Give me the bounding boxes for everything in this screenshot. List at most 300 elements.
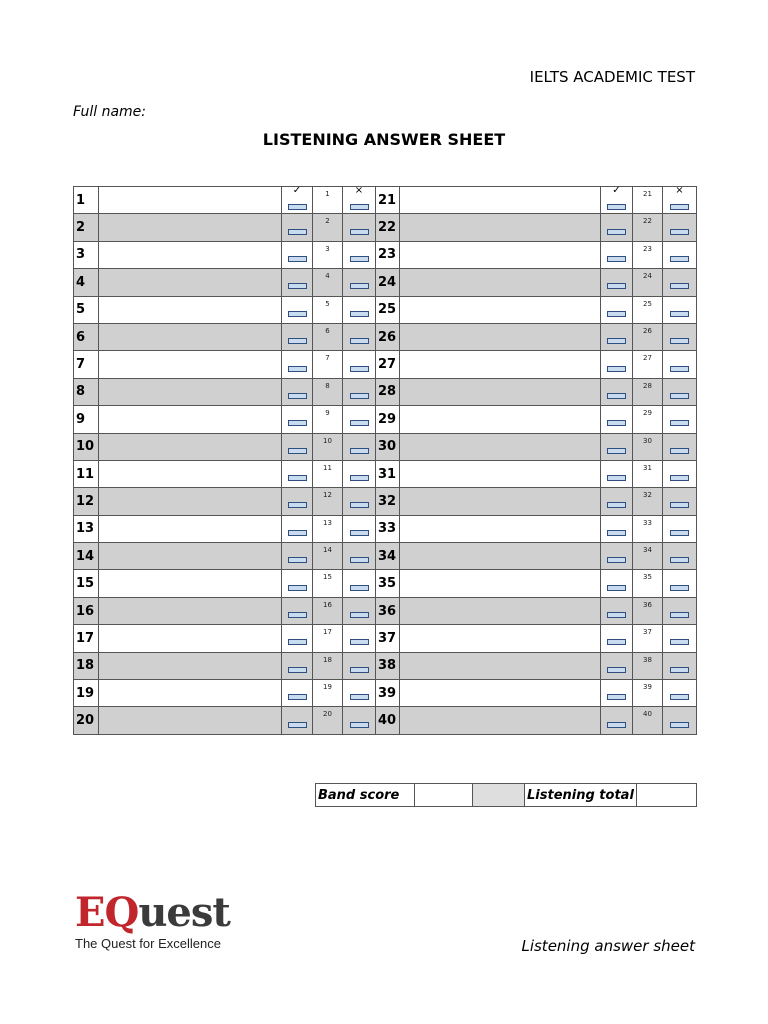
full-name-label: Full name: xyxy=(73,104,147,120)
mark-number: 1 xyxy=(313,187,343,214)
mark-box-icon xyxy=(350,229,369,235)
incorrect-mark-cell[interactable] xyxy=(343,680,376,707)
mark-box-icon xyxy=(607,475,626,481)
answer-field[interactable] xyxy=(400,269,601,296)
correct-mark-cell[interactable] xyxy=(601,680,633,707)
mark-box-icon xyxy=(607,667,626,673)
score-table xyxy=(315,783,697,807)
correct-mark-cell[interactable] xyxy=(601,241,633,268)
incorrect-mark-cell[interactable] xyxy=(343,707,376,734)
mark-box-icon xyxy=(607,448,626,454)
correct-mark-cell[interactable] xyxy=(601,460,633,487)
incorrect-mark-cell[interactable] xyxy=(343,625,376,652)
question-number: 27 xyxy=(376,351,400,378)
mark-box-icon xyxy=(350,448,369,454)
mark-box-icon xyxy=(350,639,369,645)
answer-field[interactable] xyxy=(400,460,601,487)
mark-number: 33 xyxy=(633,515,663,542)
question-number: 15 xyxy=(74,570,99,597)
question-number: 25 xyxy=(376,296,400,323)
mark-box-icon xyxy=(670,420,689,426)
answer-row xyxy=(74,460,697,487)
mark-number: 12 xyxy=(313,488,343,515)
mark-box-icon xyxy=(670,475,689,481)
incorrect-mark-cell[interactable] xyxy=(663,625,697,652)
mark-box-icon xyxy=(670,448,689,454)
answer-field[interactable] xyxy=(99,652,282,679)
mark-box-icon xyxy=(670,585,689,591)
mark-box-icon xyxy=(607,366,626,372)
correct-mark-cell[interactable] xyxy=(282,543,313,570)
correct-mark-cell[interactable] xyxy=(282,269,313,296)
answer-row xyxy=(74,597,697,624)
mark-box-icon xyxy=(288,722,307,728)
mark-box-icon xyxy=(288,229,307,235)
answer-field[interactable] xyxy=(400,241,601,268)
correct-mark-cell[interactable] xyxy=(601,323,633,350)
correct-mark-cell[interactable] xyxy=(601,652,633,679)
question-number: 30 xyxy=(376,433,400,460)
question-number: 2 xyxy=(74,214,99,241)
correct-mark-cell[interactable] xyxy=(282,515,313,542)
answer-field[interactable] xyxy=(99,296,282,323)
mark-box-icon xyxy=(350,393,369,399)
mark-number: 5 xyxy=(313,296,343,323)
incorrect-mark-cell[interactable] xyxy=(343,515,376,542)
band-score-shaded-cell xyxy=(473,784,525,807)
incorrect-mark-cell[interactable] xyxy=(663,214,697,241)
equest-logo xyxy=(75,889,230,951)
mark-number: 32 xyxy=(633,488,663,515)
listening-total-field[interactable] xyxy=(637,784,697,807)
answer-field[interactable] xyxy=(99,597,282,624)
answer-field[interactable] xyxy=(99,269,282,296)
correct-mark-cell[interactable] xyxy=(282,241,313,268)
mark-box-icon xyxy=(288,448,307,454)
correct-mark-cell[interactable] xyxy=(601,543,633,570)
question-number: 33 xyxy=(376,515,400,542)
question-number: 39 xyxy=(376,680,400,707)
mark-box-icon xyxy=(607,612,626,618)
incorrect-mark-cell[interactable] xyxy=(343,184,376,214)
answer-row xyxy=(74,269,697,296)
answer-field[interactable] xyxy=(400,625,601,652)
mark-box-icon xyxy=(607,530,626,536)
mark-box-icon xyxy=(288,311,307,317)
question-number: 29 xyxy=(376,406,400,433)
cross-icon: × xyxy=(354,184,364,196)
answer-row xyxy=(74,296,697,323)
correct-mark-cell[interactable] xyxy=(601,707,633,734)
answer-field[interactable] xyxy=(99,488,282,515)
incorrect-mark-cell[interactable] xyxy=(343,460,376,487)
mark-box-icon xyxy=(607,311,626,317)
incorrect-mark-cell[interactable] xyxy=(343,570,376,597)
logo-wordmark: EQuest xyxy=(75,889,230,936)
mark-box-icon xyxy=(670,667,689,673)
correct-mark-cell[interactable] xyxy=(282,625,313,652)
answer-field[interactable] xyxy=(400,214,601,241)
answer-field[interactable] xyxy=(400,323,601,350)
incorrect-mark-cell[interactable] xyxy=(663,241,697,268)
mark-box-icon xyxy=(670,557,689,563)
mark-box-icon xyxy=(670,204,689,210)
mark-number: 8 xyxy=(313,378,343,405)
question-number: 24 xyxy=(376,269,400,296)
mark-number: 28 xyxy=(633,378,663,405)
answer-field[interactable] xyxy=(400,406,601,433)
incorrect-mark-cell[interactable] xyxy=(663,652,697,679)
incorrect-mark-cell[interactable] xyxy=(343,296,376,323)
mark-number: 25 xyxy=(633,296,663,323)
answer-field[interactable] xyxy=(400,433,601,460)
question-number: 26 xyxy=(376,323,400,350)
mark-box-icon xyxy=(670,366,689,372)
answer-row xyxy=(74,625,697,652)
mark-number: 30 xyxy=(633,433,663,460)
mark-number: 7 xyxy=(313,351,343,378)
answer-field[interactable] xyxy=(400,543,601,570)
correct-mark-cell[interactable] xyxy=(282,378,313,405)
answer-row xyxy=(74,323,697,350)
mark-number: 26 xyxy=(633,323,663,350)
question-number: 1 xyxy=(74,187,99,214)
incorrect-mark-cell[interactable] xyxy=(663,515,697,542)
answer-field[interactable] xyxy=(400,296,601,323)
answer-field[interactable] xyxy=(99,351,282,378)
mark-number: 9 xyxy=(313,406,343,433)
question-number: 16 xyxy=(74,597,99,624)
mark-number: 4 xyxy=(313,269,343,296)
question-number: 8 xyxy=(74,378,99,405)
incorrect-mark-cell[interactable] xyxy=(663,597,697,624)
incorrect-mark-cell[interactable] xyxy=(343,351,376,378)
band-score-label: Band score xyxy=(316,784,415,807)
answer-row xyxy=(74,214,697,241)
mark-box-icon xyxy=(607,694,626,700)
answer-field[interactable] xyxy=(400,707,601,734)
incorrect-mark-cell[interactable] xyxy=(663,433,697,460)
mark-box-icon xyxy=(670,612,689,618)
answer-field[interactable] xyxy=(99,187,282,214)
incorrect-mark-cell[interactable] xyxy=(663,543,697,570)
mark-box-icon xyxy=(670,722,689,728)
mark-box-icon xyxy=(350,530,369,536)
incorrect-mark-cell[interactable] xyxy=(343,214,376,241)
mark-number: 40 xyxy=(633,707,663,734)
mark-box-icon xyxy=(607,229,626,235)
answer-field[interactable] xyxy=(400,597,601,624)
question-number: 34 xyxy=(376,543,400,570)
correct-mark-cell[interactable] xyxy=(601,433,633,460)
question-number: 21 xyxy=(376,187,400,214)
mark-box-icon xyxy=(607,420,626,426)
mark-box-icon xyxy=(670,639,689,645)
mark-box-icon xyxy=(670,502,689,508)
listening-total-label: Listening total xyxy=(525,784,637,807)
mark-box-icon xyxy=(350,204,369,210)
incorrect-mark-cell[interactable] xyxy=(663,296,697,323)
incorrect-mark-cell[interactable] xyxy=(343,488,376,515)
mark-box-icon xyxy=(288,667,307,673)
mark-number: 14 xyxy=(313,543,343,570)
incorrect-mark-cell[interactable] xyxy=(343,597,376,624)
answer-field[interactable] xyxy=(99,433,282,460)
incorrect-mark-cell[interactable] xyxy=(663,351,697,378)
answer-row xyxy=(74,488,697,515)
tick-icon: ✓ xyxy=(612,184,621,196)
incorrect-mark-cell[interactable] xyxy=(663,570,697,597)
incorrect-mark-cell[interactable] xyxy=(343,241,376,268)
correct-mark-cell[interactable] xyxy=(282,570,313,597)
incorrect-mark-cell[interactable] xyxy=(663,269,697,296)
mark-number: 18 xyxy=(313,652,343,679)
answer-field[interactable] xyxy=(99,323,282,350)
mark-box-icon xyxy=(607,256,626,262)
question-number: 32 xyxy=(376,488,400,515)
mark-box-icon xyxy=(607,393,626,399)
test-title: IELTS ACADEMIC TEST xyxy=(529,68,695,86)
mark-box-icon xyxy=(607,204,626,210)
question-number: 22 xyxy=(376,214,400,241)
mark-box-icon xyxy=(288,612,307,618)
mark-number: 31 xyxy=(633,460,663,487)
answer-field[interactable] xyxy=(99,625,282,652)
mark-box-icon xyxy=(607,283,626,289)
answer-field[interactable] xyxy=(400,378,601,405)
mark-box-icon xyxy=(288,585,307,591)
incorrect-mark-cell[interactable] xyxy=(663,378,697,405)
incorrect-mark-cell[interactable] xyxy=(343,378,376,405)
correct-mark-cell[interactable] xyxy=(282,406,313,433)
answer-field[interactable] xyxy=(400,680,601,707)
mark-number: 36 xyxy=(633,597,663,624)
incorrect-mark-cell[interactable] xyxy=(343,543,376,570)
incorrect-mark-cell[interactable] xyxy=(343,433,376,460)
question-number: 7 xyxy=(74,351,99,378)
answer-row xyxy=(74,652,697,679)
incorrect-mark-cell[interactable] xyxy=(343,406,376,433)
correct-mark-cell[interactable] xyxy=(601,406,633,433)
question-number: 17 xyxy=(74,625,99,652)
incorrect-mark-cell[interactable] xyxy=(663,184,697,214)
correct-mark-cell[interactable] xyxy=(601,625,633,652)
mark-box-icon xyxy=(607,338,626,344)
incorrect-mark-cell[interactable] xyxy=(663,488,697,515)
answer-field[interactable] xyxy=(99,543,282,570)
mark-box-icon xyxy=(288,204,307,210)
question-number: 12 xyxy=(74,488,99,515)
answer-row xyxy=(74,680,697,707)
incorrect-mark-cell[interactable] xyxy=(663,680,697,707)
question-number: 36 xyxy=(376,597,400,624)
answer-field[interactable] xyxy=(99,680,282,707)
correct-mark-cell[interactable] xyxy=(601,184,633,214)
mark-box-icon xyxy=(350,722,369,728)
mark-box-icon xyxy=(607,722,626,728)
mark-number: 21 xyxy=(633,187,663,214)
answer-field[interactable] xyxy=(400,351,601,378)
incorrect-mark-cell[interactable] xyxy=(663,406,697,433)
footer-label: Listening answer sheet xyxy=(521,937,695,955)
mark-box-icon xyxy=(670,694,689,700)
mark-number: 16 xyxy=(313,597,343,624)
question-number: 37 xyxy=(376,625,400,652)
mark-number: 11 xyxy=(313,460,343,487)
mark-box-icon xyxy=(288,694,307,700)
mark-box-icon xyxy=(288,256,307,262)
answer-row xyxy=(74,406,697,433)
mark-box-icon xyxy=(288,475,307,481)
mark-number: 24 xyxy=(633,269,663,296)
mark-box-icon xyxy=(288,530,307,536)
answer-field[interactable] xyxy=(400,570,601,597)
answer-field[interactable] xyxy=(99,707,282,734)
question-number: 6 xyxy=(74,323,99,350)
mark-number: 27 xyxy=(633,351,663,378)
incorrect-mark-cell[interactable] xyxy=(343,269,376,296)
mark-number: 29 xyxy=(633,406,663,433)
mark-box-icon xyxy=(288,557,307,563)
correct-mark-cell[interactable] xyxy=(282,184,313,214)
mark-box-icon xyxy=(350,338,369,344)
mark-box-icon xyxy=(670,229,689,235)
mark-box-icon xyxy=(607,639,626,645)
mark-number: 22 xyxy=(633,214,663,241)
mark-number: 23 xyxy=(633,241,663,268)
correct-mark-cell[interactable] xyxy=(282,214,313,241)
answer-field[interactable] xyxy=(400,488,601,515)
mark-box-icon xyxy=(350,366,369,372)
answer-row xyxy=(74,187,697,214)
mark-number: 37 xyxy=(633,625,663,652)
mark-number: 20 xyxy=(313,707,343,734)
answer-field[interactable] xyxy=(99,570,282,597)
correct-mark-cell[interactable] xyxy=(282,460,313,487)
correct-mark-cell[interactable] xyxy=(282,597,313,624)
question-number: 20 xyxy=(74,707,99,734)
question-number: 13 xyxy=(74,515,99,542)
question-number: 14 xyxy=(74,543,99,570)
correct-mark-cell[interactable] xyxy=(282,433,313,460)
mark-box-icon xyxy=(350,502,369,508)
question-number: 28 xyxy=(376,378,400,405)
mark-box-icon xyxy=(670,311,689,317)
answer-row xyxy=(74,433,697,460)
sheet-title: LISTENING ANSWER SHEET xyxy=(262,130,506,149)
mark-number: 39 xyxy=(633,680,663,707)
answer-field[interactable] xyxy=(99,406,282,433)
correct-mark-cell[interactable] xyxy=(282,323,313,350)
incorrect-mark-cell[interactable] xyxy=(663,460,697,487)
incorrect-mark-cell[interactable] xyxy=(343,652,376,679)
mark-box-icon xyxy=(350,256,369,262)
answer-row xyxy=(74,707,697,734)
mark-box-icon xyxy=(288,420,307,426)
answer-grid xyxy=(73,186,697,735)
answer-row xyxy=(74,570,697,597)
mark-number: 13 xyxy=(313,515,343,542)
mark-number: 17 xyxy=(313,625,343,652)
answer-row xyxy=(74,378,697,405)
mark-box-icon xyxy=(288,393,307,399)
correct-mark-cell[interactable] xyxy=(282,680,313,707)
answer-row xyxy=(74,241,697,268)
mark-box-icon xyxy=(350,694,369,700)
incorrect-mark-cell[interactable] xyxy=(343,323,376,350)
mark-box-icon xyxy=(350,311,369,317)
correct-mark-cell[interactable] xyxy=(282,488,313,515)
mark-number: 15 xyxy=(313,570,343,597)
answer-row xyxy=(74,515,697,542)
mark-number: 3 xyxy=(313,241,343,268)
mark-box-icon xyxy=(288,338,307,344)
mark-box-icon xyxy=(670,256,689,262)
mark-box-icon xyxy=(607,557,626,563)
mark-box-icon xyxy=(288,366,307,372)
correct-mark-cell[interactable] xyxy=(282,296,313,323)
mark-box-icon xyxy=(670,530,689,536)
correct-mark-cell[interactable] xyxy=(601,269,633,296)
mark-box-icon xyxy=(288,502,307,508)
mark-number: 35 xyxy=(633,570,663,597)
correct-mark-cell[interactable] xyxy=(601,597,633,624)
correct-mark-cell[interactable] xyxy=(282,707,313,734)
cross-icon: × xyxy=(675,184,684,196)
answer-field[interactable] xyxy=(400,652,601,679)
correct-mark-cell[interactable] xyxy=(601,214,633,241)
answer-field[interactable] xyxy=(99,214,282,241)
answer-field[interactable] xyxy=(99,378,282,405)
correct-mark-cell[interactable] xyxy=(601,351,633,378)
answer-field[interactable] xyxy=(400,187,601,214)
mark-box-icon xyxy=(350,585,369,591)
tick-icon: ✓ xyxy=(292,184,302,196)
mark-box-icon xyxy=(607,585,626,591)
mark-box-icon xyxy=(350,667,369,673)
mark-box-icon xyxy=(350,475,369,481)
question-number: 19 xyxy=(74,680,99,707)
answer-row xyxy=(74,543,697,570)
correct-mark-cell[interactable] xyxy=(282,351,313,378)
correct-mark-cell[interactable] xyxy=(282,652,313,679)
question-number: 23 xyxy=(376,241,400,268)
question-number: 18 xyxy=(74,652,99,679)
answer-field[interactable] xyxy=(400,515,601,542)
correct-mark-cell[interactable] xyxy=(601,515,633,542)
answer-field[interactable] xyxy=(99,241,282,268)
mark-number: 34 xyxy=(633,543,663,570)
correct-mark-cell[interactable] xyxy=(601,296,633,323)
question-number: 35 xyxy=(376,570,400,597)
mark-box-icon xyxy=(350,283,369,289)
answer-field[interactable] xyxy=(99,515,282,542)
mark-number: 19 xyxy=(313,680,343,707)
question-number: 31 xyxy=(376,460,400,487)
mark-box-icon xyxy=(670,338,689,344)
mark-box-icon xyxy=(607,502,626,508)
correct-mark-cell[interactable] xyxy=(601,378,633,405)
incorrect-mark-cell[interactable] xyxy=(663,707,697,734)
question-number: 11 xyxy=(74,460,99,487)
band-score-field[interactable] xyxy=(415,784,473,807)
incorrect-mark-cell[interactable] xyxy=(663,323,697,350)
correct-mark-cell[interactable] xyxy=(601,488,633,515)
question-number: 3 xyxy=(74,241,99,268)
answer-field[interactable] xyxy=(99,460,282,487)
mark-number: 10 xyxy=(313,433,343,460)
correct-mark-cell[interactable] xyxy=(601,570,633,597)
